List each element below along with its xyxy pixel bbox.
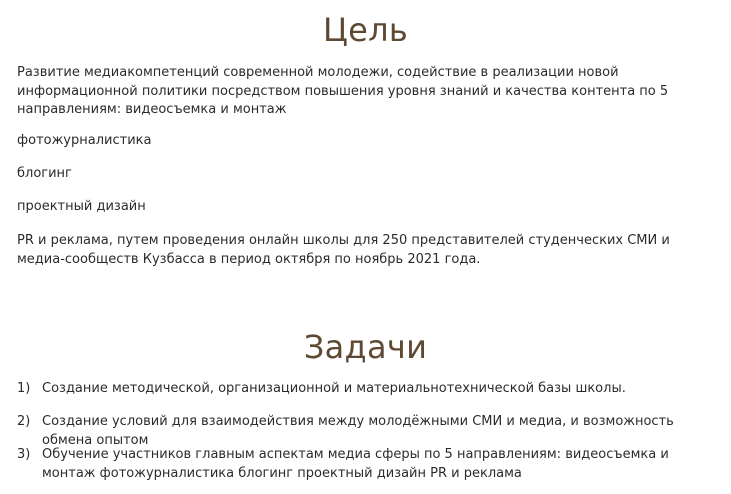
tasks-heading: Задачи xyxy=(303,328,428,366)
task-text: Обучение участников главным аспектам медиа сферы по 5 направлениям: видеосъемка и монтаж фотожурналистика блогинг проектный дизайн PR и реклама xyxy=(42,447,669,481)
goal-paragraph-photojournalism: фотожурналистика xyxy=(17,133,152,148)
goal-heading: Цель xyxy=(322,11,409,49)
task-number: 1) xyxy=(17,381,31,396)
goal-paragraph-design: проектный дизайн xyxy=(17,199,146,214)
goal-paragraph-blogging: блогинг xyxy=(17,166,72,181)
goal-paragraph-main: Развитие медиакомпетенций современной молодежи, содействие в реализации новой информационной политики посредством повышения уровня знаний и качества контента по 5 направлениям: видеосъемка и монтаж xyxy=(17,65,669,117)
task-text: Создание условий для взаимодействия между молодёжными СМИ и медиа, и возможность обмена опытом xyxy=(42,414,674,448)
task-number: 2) xyxy=(17,414,31,429)
task-text: Создание методической, организационной и материальнотехнической базы школы. xyxy=(42,381,626,396)
task-number: 3) xyxy=(17,447,31,462)
goal-paragraph-pr: PR и реклама, путем проведения онлайн школы для 250 представителей студенческих СМИ и медиа-сообществ Кузбасса в период октября по ноябрь 2021 года. xyxy=(17,233,670,267)
